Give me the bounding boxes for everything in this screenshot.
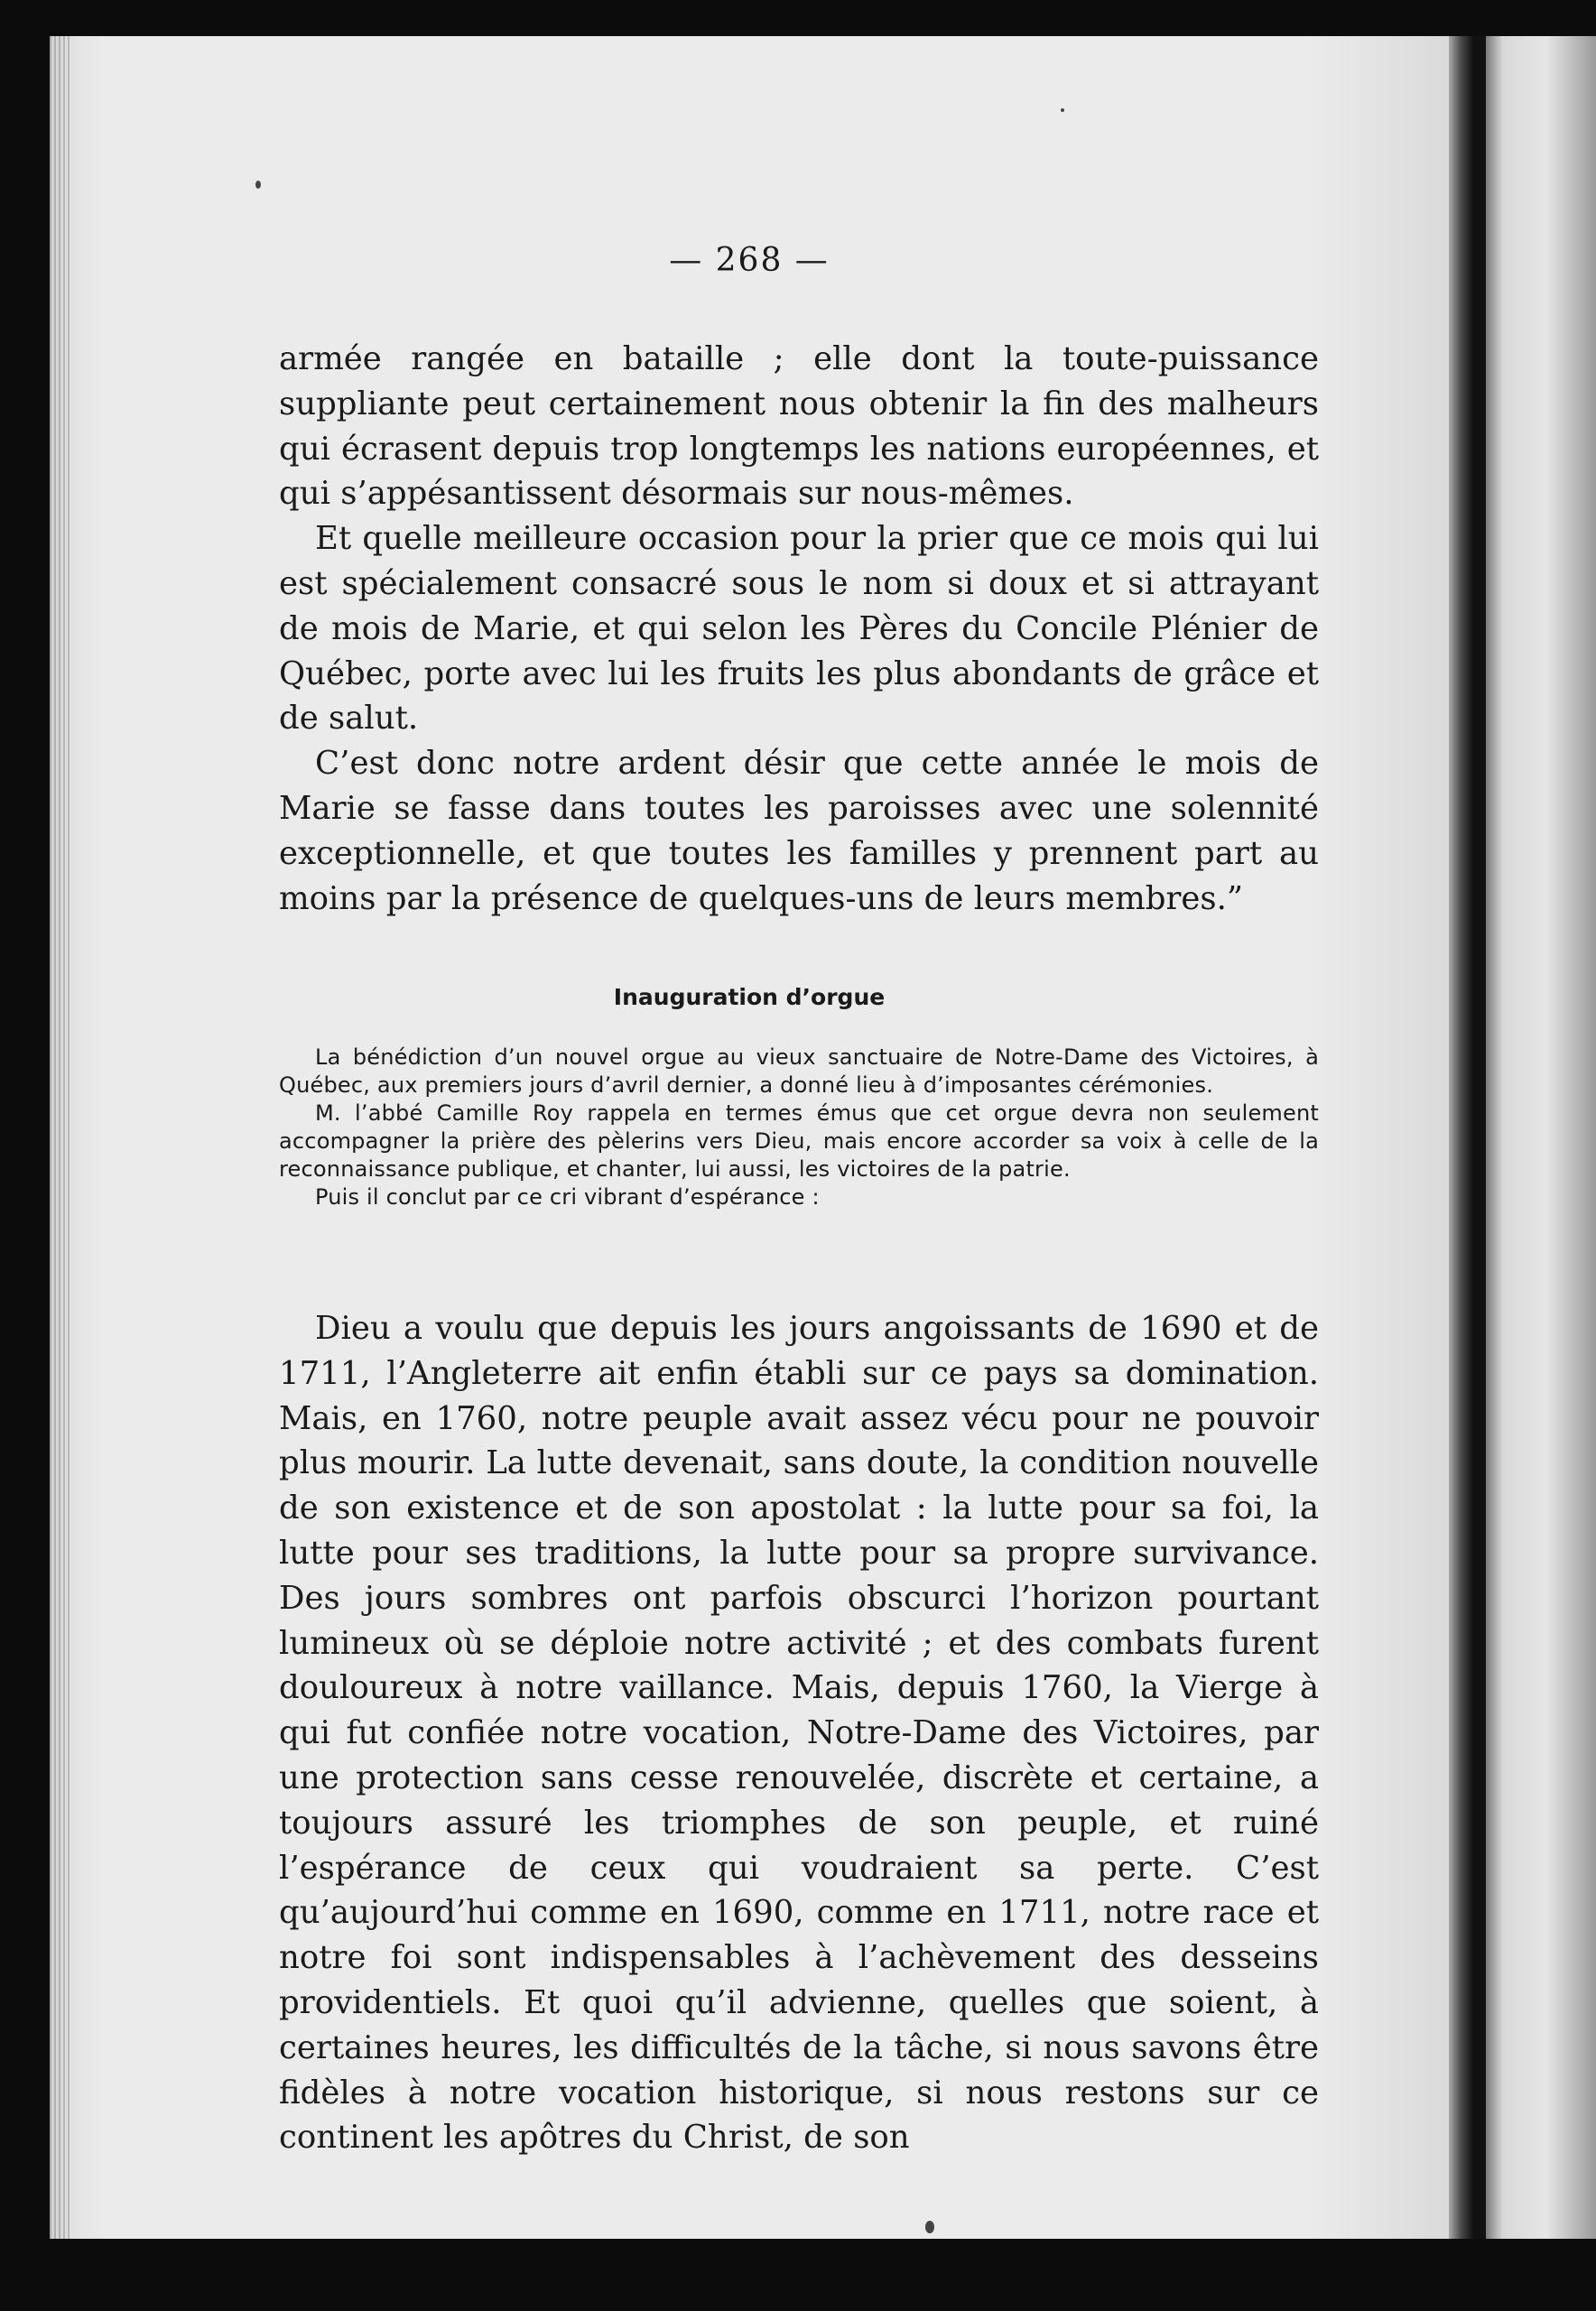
paragraph: C’est donc notre ardent désir que cette année le mois de Marie se fasse dans toutes les paroisses avec une solennité exceptionnelle, et que toutes les familles y prennent part au moins par la présence de quelques-uns de leurs membres.” — [279, 745, 1319, 917]
small-print-block — [279, 1044, 1319, 1211]
quoted-paragraph: Dieu a voulu que depuis les jours angoissants de 1690 et de 1711, l’Angleterre ait enfin établi sur ce pays sa domination. Mais, en 1760, notre peuple avait assez vécu pour ne pouvoir plus mourir. La lutte devenait, sans doute, la condition nouvelle de son existence et de son apostolat : la lutte pour sa foi, la lutte pour ses traditions, la lutte pour sa propre survivance. Des jours sombres ont parfois obscurci l’horizon pourtant lumineux où se déploie notre activité ; et des combats furent douloureux à notre vaillance. Mais, depuis 1760, la Vierge à qui fut confiée notre vocation, Notre-Dame des Victoires, par une protection sans cesse renouvelée, discrète et certaine, a toujours assuré les triomphes de son peuple, et ruiné l’espérance de ceux qui voudraient sa perte. C’est qu’aujourd’hui comme en 1690, comme en 1711, notre race et notre foi sont indispensables à l’achèvement des desseins providentiels. Et quoi qu’il advienne, quelles que soient, à certaines heures, les difficultés de la tâche, si nous savons être fidèles à notre vocation historique, si nous restons sur ce continent les apôtres du Christ, de son — [279, 1310, 1319, 2157]
small-paragraph: La bénédiction d’un nouvel orgue au vieux sanctuaire de Notre-Dame des Victoires, à Québec, aux premiers jours d’avril dernier, a donné lieu à d’imposantes cérémonies. — [279, 1044, 1319, 1098]
quoted-speech-block — [279, 1306, 1319, 2160]
paragraph-continued: armée rangée en bataille ; elle dont la toute-puissance suppliante peut certainement nous obtenir la fin des malheurs qui écrasent depuis trop longtemps les nations européennes, et qui s’appésantissent désormais sur nous-mêmes. — [279, 340, 1319, 513]
page-number: — 268 — — [669, 242, 830, 279]
dust-speck — [255, 181, 261, 189]
section-heading: Inauguration d’orgue — [613, 984, 886, 1010]
adjacent-page-edge — [1471, 36, 1596, 2239]
top-text-block — [279, 337, 1319, 921]
page-stack-edge — [50, 36, 70, 2239]
small-paragraph: M. l’abbé Camille Roy rappela en termes émus que cet orgue devra non seulement accompagner la prière des pèlerins vers Dieu, mais encore accorder sa voix à celle de la reconnaissance publique, et chanter, lui aussi, les victoires de la patrie. — [279, 1100, 1319, 1182]
dust-speck — [925, 2221, 934, 2233]
paragraph: Et quelle meilleure occasion pour la prier que ce mois qui lui est spécialement consacré sous le nom si doux et si attrayant de mois de Marie, et qui selon les Pères du Concile Plénier de Québec, porte avec lui les fruits les plus abondants de grâce et de salut. — [279, 520, 1319, 738]
small-paragraph: Puis il conclut par ce cri vibrant d’espérance : — [315, 1184, 820, 1210]
dust-speck — [1061, 108, 1064, 112]
scanned-page — [50, 36, 1449, 2239]
book-spine — [1444, 36, 1486, 2239]
